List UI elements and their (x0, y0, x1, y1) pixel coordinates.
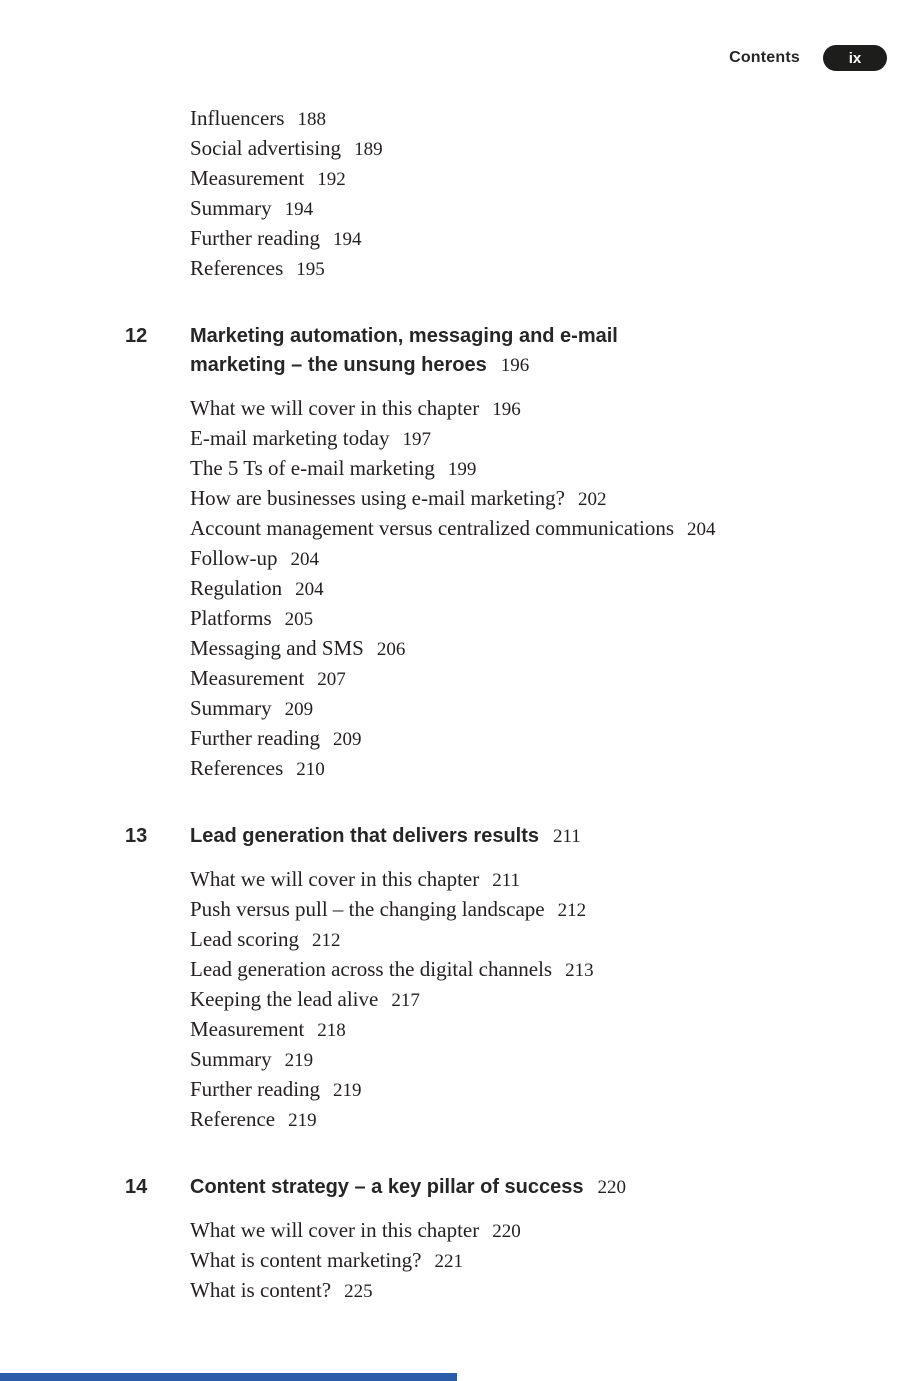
toc-entry-page: 194 (333, 229, 362, 250)
chapter-number: 14 (125, 1176, 148, 1198)
toc-entry (190, 895, 890, 925)
toc-entry-page: 188 (297, 109, 326, 130)
toc-entry-page: 219 (284, 1050, 314, 1071)
toc-entry (190, 865, 890, 895)
toc-entry-label: Influencers (190, 106, 285, 130)
toc-entry-label: Summary (190, 196, 272, 220)
toc-entry-label: Measurement (190, 1017, 305, 1041)
running-head-title: Contents (729, 49, 800, 66)
toc-entry (190, 754, 890, 784)
toc-entry-page: 212 (312, 930, 341, 951)
toc-entry-label: What we will cover in this chapter (190, 396, 480, 420)
chapter-page-number: 211 (553, 826, 581, 847)
chapter-page-number: 196 (500, 355, 530, 376)
chapter-number: 12 (125, 325, 148, 347)
toc-entry-page: 211 (492, 870, 521, 891)
toc-entry-page: 204 (295, 579, 324, 600)
chapter-heading (125, 322, 750, 380)
toc-entry (190, 1216, 890, 1246)
toc-entry (190, 514, 890, 544)
toc-entry-label: E-mail marketing today (190, 426, 390, 450)
toc-entry-label: Social advertising (190, 136, 342, 160)
toc-entry (190, 985, 890, 1015)
toc-entry-page: 196 (492, 399, 521, 420)
toc-section (125, 1173, 890, 1306)
toc-entry (190, 164, 890, 194)
toc-entry-page: 207 (317, 669, 346, 690)
toc-entry (190, 484, 890, 514)
toc-entry (190, 394, 890, 424)
toc-entry-label: Summary (190, 1047, 272, 1071)
progress-bar (0, 1373, 457, 1381)
toc-entry-page: 197 (402, 429, 431, 450)
toc-entry (190, 134, 890, 164)
toc-entry-label: Push versus pull – the changing landscape (190, 897, 545, 921)
toc-entry-label: What we will cover in this chapter (190, 1218, 480, 1242)
toc-entry-label: What is content marketing? (190, 1248, 422, 1272)
toc-entry (190, 1015, 890, 1045)
toc-entry (190, 454, 890, 484)
chapter-heading (125, 822, 750, 851)
toc-entry-page: 217 (391, 990, 420, 1011)
toc-entry (190, 254, 890, 284)
toc-entry-label: Regulation (190, 576, 283, 600)
toc-entry-page: 213 (565, 960, 594, 981)
toc-entry-label: Summary (190, 696, 272, 720)
toc-entry-label: Further reading (190, 226, 321, 250)
toc-entry-page: 206 (376, 639, 406, 660)
chapter-title-line: Lead generation that delivers results (190, 825, 539, 847)
toc-entry-page: 220 (492, 1221, 521, 1242)
toc-entry-page: 199 (447, 459, 477, 480)
toc-entry-page: 195 (296, 259, 325, 280)
chapter-title-line: Marketing automation, messaging and e-mail (190, 325, 618, 347)
toc-entry-label: Lead scoring (190, 927, 300, 951)
page-number-badge: ix (823, 45, 887, 71)
toc-entry (190, 634, 890, 664)
toc-entry-label: Messaging and SMS (190, 636, 364, 660)
toc-entry-page: 209 (333, 729, 362, 750)
toc-entry-label: Follow-up (190, 546, 278, 570)
toc-entry-page: 210 (296, 759, 325, 780)
toc-entry-label: How are businesses using e-mail marketing? (190, 486, 565, 510)
toc-entry-page: 204 (687, 519, 716, 540)
toc-entry-page: 212 (557, 900, 587, 921)
toc-entry (190, 724, 890, 754)
toc-entry-label: What is content? (190, 1278, 332, 1302)
toc-entry (190, 925, 890, 955)
toc-entry (190, 544, 890, 574)
toc-entry (190, 424, 890, 454)
toc-entry-page: 194 (284, 199, 314, 220)
toc-entry-page: 221 (434, 1251, 464, 1272)
toc-entry-page: 225 (344, 1281, 373, 1302)
toc-entry-page: 209 (284, 699, 314, 720)
toc-entry-page: 189 (354, 139, 383, 160)
toc-entry (190, 1276, 890, 1306)
toc-entry-label: Keeping the lead alive (190, 987, 379, 1011)
toc-entry-label: References (190, 756, 284, 780)
toc-entry-page: 205 (284, 609, 314, 630)
toc-section (190, 104, 890, 284)
chapter-page-number: 220 (597, 1177, 626, 1198)
toc-entry-label: Further reading (190, 726, 321, 750)
page-header (729, 45, 887, 71)
toc-entry-page: 219 (288, 1110, 317, 1131)
toc-entry-page: 192 (317, 169, 346, 190)
toc-entry (190, 664, 890, 694)
toc-entry-label: The 5 Ts of e-mail marketing (190, 456, 435, 480)
toc-section (125, 822, 890, 1135)
chapter-number: 13 (125, 825, 148, 847)
chapter-title-line: marketing – the unsung heroes (190, 354, 487, 376)
toc-section (125, 322, 890, 784)
toc-entry-label: Lead generation across the digital channels (190, 957, 553, 981)
toc-entry-label: Further reading (190, 1077, 321, 1101)
toc-entry (190, 194, 890, 224)
toc-entry (190, 104, 890, 134)
toc-content (125, 104, 890, 1306)
toc-entry (190, 604, 890, 634)
toc-entry (190, 1105, 890, 1135)
toc-entry-label: Account management versus centralized communications (190, 516, 674, 540)
toc-entry-label: References (190, 256, 284, 280)
toc-entry-page: 219 (333, 1080, 362, 1101)
toc-entry-label: Reference (190, 1107, 276, 1131)
toc-entry-page: 218 (317, 1020, 346, 1041)
toc-entry-label: What we will cover in this chapter (190, 867, 480, 891)
toc-entry-label: Measurement (190, 666, 305, 690)
toc-entry (190, 1045, 890, 1075)
toc-entry-label: Measurement (190, 166, 305, 190)
toc-entry-page: 204 (290, 549, 320, 570)
toc-entry (190, 1246, 890, 1276)
toc-entry (190, 574, 890, 604)
toc-entry-page: 202 (578, 489, 607, 510)
toc-entry-label: Platforms (190, 606, 272, 630)
toc-entry (190, 224, 890, 254)
chapter-heading (125, 1173, 750, 1202)
toc-entry (190, 955, 890, 985)
toc-entry (190, 1075, 890, 1105)
toc-entry (190, 694, 890, 724)
chapter-title-line: Content strategy – a key pillar of success (190, 1176, 584, 1198)
